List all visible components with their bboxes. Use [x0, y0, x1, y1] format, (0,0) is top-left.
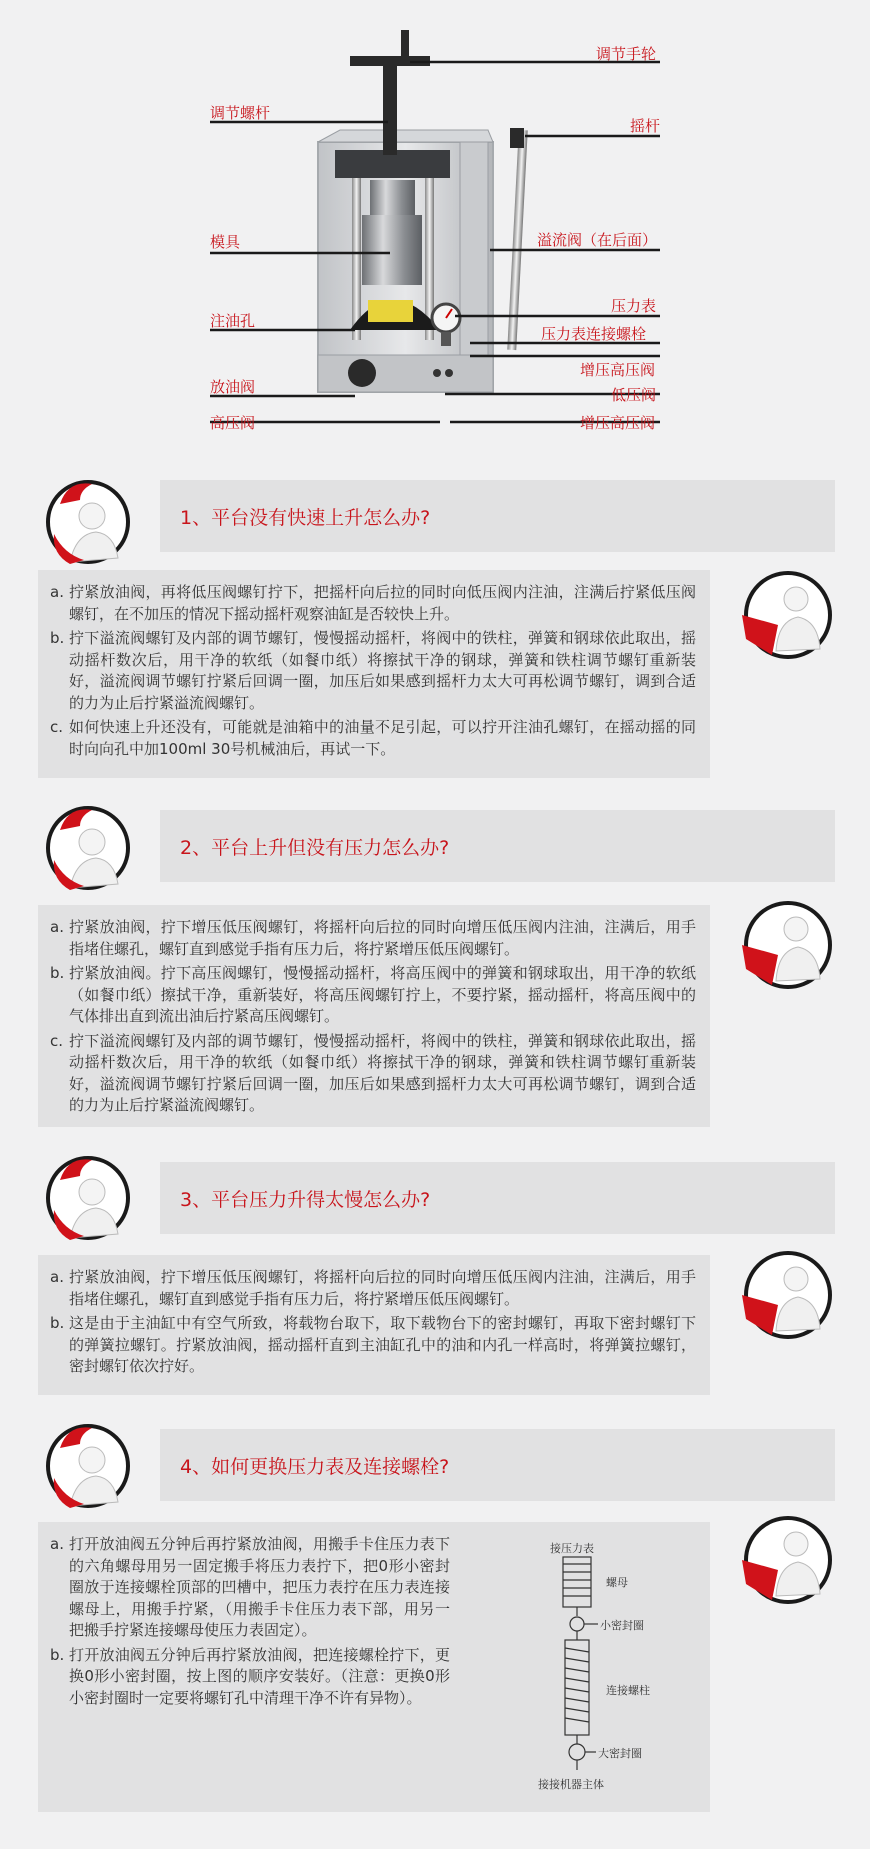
- reading-person-icon: [738, 565, 838, 665]
- answer-text: 拧下溢流阀螺钉及内部的调节螺钉，慢慢摇动摇杆，将阀中的铁柱，弹簧和钢球依此取出，摇动摇杆数次后，用干净的软纸（如餐巾纸）将擦拭干净的钢球，弹簧和铁柱调节螺钉重新装好，溢流阀调节螺钉拧紧后回调一圈，加压后如果感到摇杆力太大可再松调节螺钉，调到合适的力为止后拧紧溢流阀螺钉。: [69, 629, 696, 712]
- answer-marker: b.: [50, 964, 65, 982]
- label-low-valve: 低压阀: [611, 386, 657, 404]
- answer-box: [38, 1255, 710, 1395]
- answer-text: 拧紧放油阀，拧下增压低压阀螺钉，将摇杆向后拉的同时向增压低压阀内注油，注满后，用手指堵住螺孔，螺钉直到感觉手指有压力后，将拧紧增压低压阀螺钉。: [69, 1268, 696, 1308]
- question-heading: 2、平台上升但没有压力怎么办?: [160, 810, 835, 882]
- answer-item: [50, 1313, 696, 1378]
- answer-text: 如何快速上升还没有，可能就是油箱中的油量不足引起，可以拧开注油孔螺钉，在摇动摇的同时向向孔中加100ml 30号机械油后，再试一下。: [69, 718, 696, 758]
- label-gauge: 压力表: [611, 297, 657, 315]
- label-boost-high-valve-1: 增压高压阀: [580, 361, 656, 379]
- answer-marker: c.: [50, 718, 64, 736]
- thinking-person-icon: [40, 1418, 136, 1514]
- label-gauge-bolt: 压力表连接螺栓: [541, 325, 647, 343]
- answer-marker: a.: [50, 918, 64, 936]
- answer-item: [50, 717, 696, 760]
- label-oil-hole: 注油孔: [210, 312, 256, 330]
- answer-box: [38, 905, 710, 1127]
- thinking-person-icon: [40, 800, 136, 896]
- answer-item: [50, 1534, 450, 1642]
- answer-item: [50, 1267, 696, 1310]
- answer-item: [50, 582, 696, 625]
- thinking-person-icon: [40, 1150, 136, 1246]
- thinking-person-icon: [40, 474, 136, 570]
- label-rocker: 摇杆: [630, 117, 661, 135]
- label-adjust-screw: 调节螺杆: [210, 104, 271, 122]
- answer-text: 拧紧放油阀，拧下增压低压阀螺钉，将摇杆向后拉的同时向增压低压阀内注油，注满后，用手指堵住螺孔，螺钉直到感觉手指有压力后，将拧紧增压低压阀螺钉。: [69, 918, 696, 958]
- answer-marker: a.: [50, 1535, 64, 1553]
- answer-text: 拧下溢流阀螺钉及内部的调节螺钉，慢慢摇动摇杆，将阀中的铁柱，弹簧和钢球依此取出，摇动摇杆数次后，用干净的软纸（如餐巾纸）将擦拭干净的钢球，弹簧和铁柱调节螺钉重新装好，溢流阀调节螺钉拧紧后回调一圈，加压后如果感到摇杆力太大可再松调节螺钉，调到合适的力为止后拧紧溢流阀螺钉。: [69, 1031, 696, 1114]
- answer-marker: b.: [50, 1314, 65, 1332]
- label-overflow-valve: 溢流阀（在后面）: [537, 231, 658, 249]
- gauge-bolt-assembly-diagram: [528, 1532, 698, 1802]
- label-nut: 螺母: [606, 1576, 628, 1589]
- answer-item: [50, 1645, 450, 1710]
- answer-marker: a.: [50, 1268, 64, 1286]
- hydraulic-press-illustration: [0, 0, 870, 455]
- label-high-valve: 高压阀: [210, 414, 256, 432]
- label-gauge-connect: 接压力表: [550, 1542, 594, 1555]
- answer-text: 打开放油阀五分钟后再拧紧放油阀，把连接螺栓拧下，更换0形小密封圈，按上图的顺序安装好。（注意：更换0形小密封圈时一定要将螺钉孔中清理干净不许有异物）。: [69, 1645, 450, 1707]
- answer-box: [38, 1522, 710, 1812]
- label-mold: 模具: [210, 233, 241, 251]
- answer-item: [50, 628, 696, 714]
- answer-item: [50, 963, 696, 1028]
- answer-item: [50, 917, 696, 960]
- press-diagram: [0, 0, 870, 455]
- label-big-seal: 大密封圈: [598, 1747, 642, 1760]
- question-heading: 1、平台没有快速上升怎么办?: [160, 480, 835, 552]
- label-small-seal: 小密封圈: [600, 1619, 644, 1632]
- answer-marker: b.: [50, 629, 65, 647]
- answer-marker: a.: [50, 583, 64, 601]
- label-bolt: 连接螺柱: [606, 1684, 650, 1697]
- answer-text: 打开放油阀五分钟后再拧紧放油阀，用搬手卡住压力表下的六角螺母用另一固定搬手将压力表拧下，把0形小密封圈放于连接螺栓顶部的凹槽中，把压力表拧在压力表连接螺母上，用搬手拧紧，（用搬手卡住压力表下部，用另一把搬手拧紧连接螺母使压力表固定）。: [69, 1535, 450, 1639]
- answer-item: [50, 1031, 696, 1117]
- label-handwheel: 调节手轮: [596, 45, 657, 63]
- answer-text: 这是由于主油缸中有空气所致，将载物台取下，取下载物台下的密封螺钉，再取下密封螺钉下的弹簧拉螺钉。拧紧放油阀，摇动摇杆直到主油缸孔中的油和内孔一样高时，将弹簧拉螺钉，密封螺钉依次拧好。: [69, 1314, 696, 1375]
- answer-box: [38, 570, 710, 778]
- answer-text: 拧紧放油阀，再将低压阀螺钉拧下，把摇杆向后拉的同时向低压阀内注油，注满后拧紧低压阀螺钉，在不加压的情况下摇动摇杆观察油缸是否较快上升。: [69, 583, 696, 623]
- reading-person-icon: [738, 1510, 838, 1610]
- answer-text: 拧紧放油阀。拧下高压阀螺钉，慢慢摇动摇杆，将高压阀中的弹簧和钢球取出，用干净的软纸（如餐巾纸）擦拭干净，重新装好，将高压阀螺钉拧上，不要拧紧，摇动摇杆，将高压阀中的气体排出直到流出油后拧紧高压阀螺钉。: [69, 964, 696, 1025]
- label-machine-body: 接接机器主体: [538, 1778, 604, 1791]
- label-release-valve: 放油阀: [210, 378, 256, 396]
- question-heading: 3、平台压力升得太慢怎么办?: [160, 1162, 835, 1234]
- label-boost-high-valve-2: 增压高压阀: [580, 414, 656, 432]
- reading-person-icon: [738, 1245, 838, 1345]
- answer-marker: c.: [50, 1031, 64, 1050]
- answer-marker: b.: [50, 1645, 65, 1664]
- reading-person-icon: [738, 895, 838, 995]
- question-heading: 4、如何更换压力表及连接螺栓?: [160, 1429, 835, 1501]
